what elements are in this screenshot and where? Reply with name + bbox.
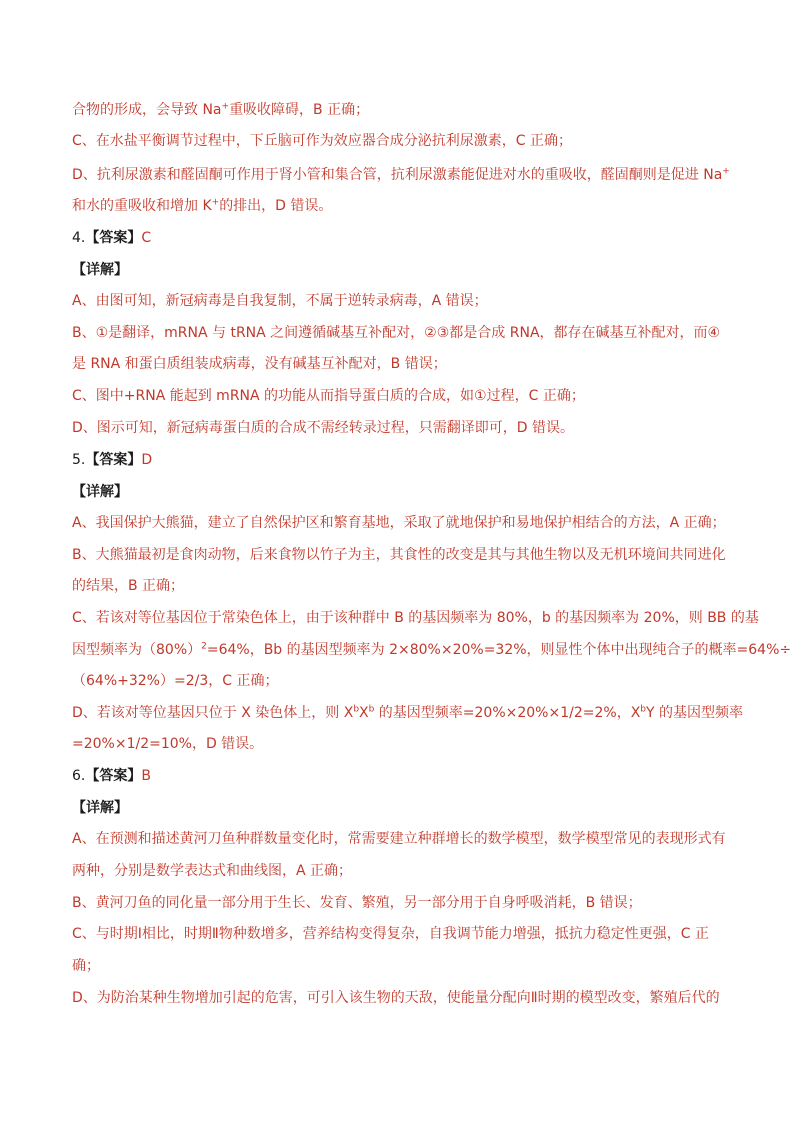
text-run: 两种，分别是数学表达式和曲线图，A 正确； [72,863,353,879]
text-run: B、①是翻译，mRNA 与 tRNA 之间遵循碱基互补配对，②③都是合成 RNA，都存在碱基互补配对，而④ [72,325,721,341]
text-line [72,165,730,185]
text-line [72,956,100,976]
text-line [72,893,642,913]
text-line [72,450,152,470]
text-line [72,671,278,691]
text-line [72,386,585,406]
text-run: B、大熊猫最初是食肉动物，后来食物以竹子为主，其食性的改变是其与其他生物以及无机环境间共同进化 [72,547,726,563]
text-line [72,924,709,944]
text-line [72,418,574,438]
superscript: 2 [201,641,207,652]
text-run: 和水的重吸收和增加 K [72,198,212,214]
text-run: D、若该对等位基因只位于 X 染色体上，则 X [72,705,354,721]
superscript: + [722,166,730,177]
text-run: C、在水盐平衡调节过程中，下丘脑可作为效应器合成分泌抗利尿激素，C 正确； [72,133,572,149]
text-line [72,260,128,280]
text-line [72,131,572,151]
text-line [72,608,759,628]
text-run: 的基因型频率=20%×20%×1/2=2%，X [374,705,641,721]
superscript: + [211,197,220,208]
text-run: 重吸收障碍，B 正确； [229,102,370,118]
text-line [72,482,128,502]
text-run: B、黄河刀鱼的同化量一部分用于生长、发育、繁殖，另一部分用于自身呼吸消耗，B 错误； [72,895,642,911]
text-line [72,861,352,881]
text-run: A、由图可知，新冠病毒是自我复制，不属于逆转录病毒，A 错误； [72,293,488,309]
text-run: 是 RNA 和蛋白质组装成病毒，没有碱基互补配对，B 错误； [72,356,447,372]
text-run: C、与时期Ⅰ相比，时期Ⅱ物种数增多，营养结构变得复杂，自我调节能力增强，抵抗力稳定性更强，C 正 [72,926,710,942]
text-run: 确； [72,958,100,974]
section-label: 【详解】 [72,800,128,816]
text-run: C [141,230,152,246]
text-line [72,734,263,754]
text-run: A、在预测和描述黄河刀鱼种群数量变化时，常需要建立种群增长的数学模型，数学模型常见的表现形式有 [72,831,726,847]
text-run: 6. [72,768,86,784]
text-run: 的排出，D 错误。 [219,198,333,214]
text-line [72,829,726,849]
text-line [72,196,332,216]
text-run: =20%×1/2=10%，D 错误。 [72,736,264,752]
text-line [72,291,488,311]
text-run: B [141,768,151,784]
section-label: 【详解】 [72,262,128,278]
text-line [72,100,369,120]
text-line [72,323,720,343]
text-run: C、若该对等位基因位于常染色体上，由于该种群中 B 的基因频率为 80%，b 的基因频率为 20%，则 BB 的基 [72,610,759,626]
superscript: b [368,704,375,715]
text-run: X [359,705,369,721]
text-run: D、抗利尿激素和醛固酮可作用于肾小管和集合管，抗利尿激素能促进对水的重吸收，醛固酮则是促进 Na [72,167,723,183]
section-label: 【答案】 [85,452,142,468]
text-line [72,228,151,248]
text-line [72,988,720,1008]
section-label: 【答案】 [85,768,142,784]
superscript: b [640,704,647,715]
text-run: 因型频率为（80%） [72,642,202,658]
text-run: D、为防治某种生物增加引起的危害，可引入该生物的天敌，使能量分配向Ⅱ时期的模型改变，繁殖后代的 [72,990,720,1006]
text-run: 的结果，B 正确； [72,578,185,594]
text-line [72,354,447,374]
text-run: D、图示可知，新冠病毒蛋白质的合成不需经转录过程，只需翻译即可，D 错误。 [72,420,575,436]
text-run: C、图中+RNA 能起到 mRNA 的功能从而指导蛋白质的合成，如①过程，C 正确； [72,388,585,404]
text-run: =64%，Bb 的基因型频率为 2×80%×20%=32%，则显性个体中出现纯合子的概率=64%÷ [206,642,792,658]
text-run: （64%+32%）=2/3，C 正确； [72,673,279,689]
section-label: 【详解】 [72,484,128,500]
text-run: 合物的形成，会导致 Na [72,102,222,118]
text-run: 5. [72,452,86,468]
text-run: 4. [72,230,86,246]
superscript: b [353,704,360,715]
text-run: Y 的基因型频率 [646,705,744,721]
superscript: + [221,101,230,112]
text-line [72,766,151,786]
text-line [72,513,726,533]
section-label: 【答案】 [85,230,142,246]
text-run: D [141,452,153,468]
text-line [72,798,128,818]
text-run: A、我国保护大熊猫，建立了自然保护区和繁育基地，采取了就地保护和易地保护相结合的方法，A 正确； [72,515,726,531]
text-line [72,703,743,723]
text-line [72,545,726,565]
text-line [72,576,184,596]
text-line [72,640,791,660]
